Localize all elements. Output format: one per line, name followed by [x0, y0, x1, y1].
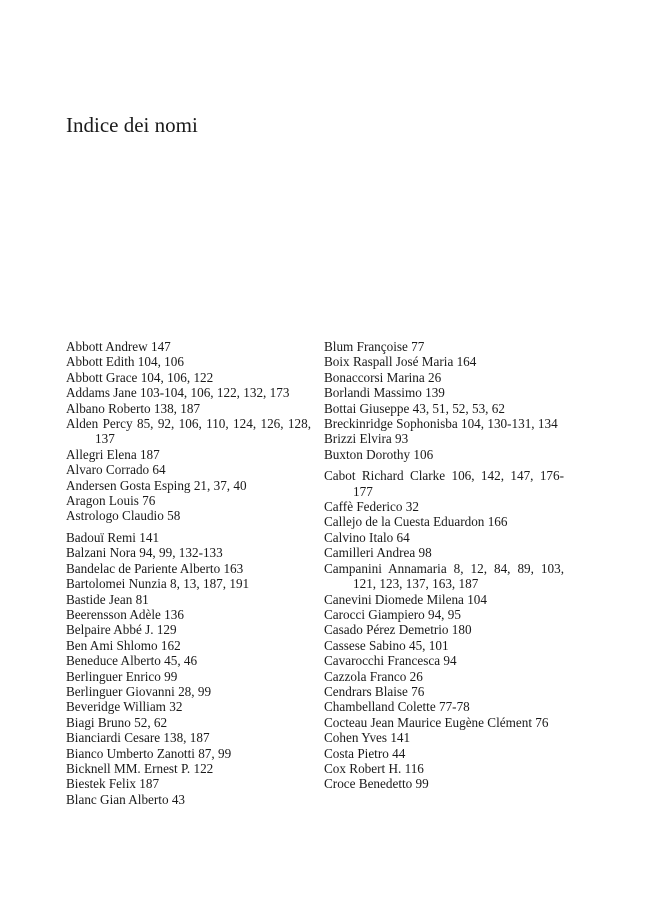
- index-entry: Croce Benedetto 99: [324, 776, 429, 792]
- index-entry: Abbott Edith 104, 106: [66, 354, 184, 370]
- index-entry: Camilleri Andrea 98: [324, 545, 432, 561]
- index-entry: Albano Roberto 138, 187: [66, 400, 201, 416]
- index-entry: Calvino Italo 64: [324, 529, 410, 545]
- index-entry: Chambelland Colette 77-78: [324, 699, 470, 715]
- index-entry: Beerensson Adèle 136: [66, 606, 184, 622]
- index-entry: Aragon Louis 76: [66, 493, 156, 509]
- index-entry: Astrologo Claudio 58: [66, 508, 181, 524]
- index-entry: Berlinguer Enrico 99: [66, 668, 178, 684]
- index-entry: Ben Ami Shlomo 162: [66, 637, 181, 653]
- index-entry: Berlinguer Giovanni 28, 99: [66, 683, 212, 699]
- index-entry: Costa Pietro 44: [324, 745, 406, 761]
- index-entry: Andersen Gosta Esping 21, 37, 40: [66, 477, 247, 493]
- index-entry: Cocteau Jean Maurice Eugène Clément 76: [324, 714, 549, 730]
- index-entry: Bianciardi Cesare 138, 187: [66, 730, 210, 746]
- index-entry: Cazzola Franco 26: [324, 668, 423, 684]
- index-entry: Bicknell MM. Ernest P. 122: [66, 760, 214, 776]
- index-entry: Badouï Remi 141: [66, 529, 160, 545]
- index-entry: Breckinridge Sophonisba 104, 130-131, 134: [324, 416, 558, 432]
- index-entry: Bianco Umberto Zanotti 87, 99: [66, 745, 232, 761]
- index-entry: Abbott Andrew 147: [66, 339, 171, 354]
- index-column-left: [66, 339, 311, 807]
- index-entry: Addams Jane 103-104, 106, 122, 132, 173: [66, 385, 290, 401]
- index-entry: Beneduce Alberto 45, 46: [66, 653, 198, 669]
- index-entry: Abbott Grace 104, 106, 122: [66, 369, 214, 385]
- index-entry: Cox Robert H. 116: [324, 760, 424, 776]
- index-entry: Bonaccorsi Marina 26: [324, 369, 442, 385]
- index-entry: Casado Pérez Demetrio 180: [324, 622, 472, 638]
- index-entry: Alvaro Corrado 64: [66, 462, 166, 478]
- index-entry: Bandelac de Pariente Alberto 163: [66, 560, 244, 576]
- index-entry: Cohen Yves 141: [324, 730, 411, 746]
- index-entry: Brizzi Elvira 93: [324, 431, 409, 447]
- index-entry: Cabot Richard Clarke 106, 142, 147, 176-177: [324, 468, 564, 499]
- index-entry: Caffè Federico 32: [324, 499, 419, 515]
- index-entry: Carocci Giampiero 94, 95: [324, 606, 461, 622]
- index-entry: Biagi Bruno 52, 62: [66, 714, 168, 730]
- index-entry: Blum Françoise 77: [324, 339, 425, 354]
- index-entry: Cendrars Blaise 76: [324, 683, 425, 699]
- index-entry: Belpaire Abbé J. 129: [66, 622, 177, 638]
- index-entry: Balzani Nora 94, 99, 132-133: [66, 545, 223, 561]
- index-entry: Borlandi Massimo 139: [324, 385, 445, 401]
- index-entry: Cavarocchi Francesca 94: [324, 653, 457, 669]
- index-entry: Buxton Dorothy 106: [324, 446, 434, 462]
- index-entry: Biestek Felix 187: [66, 776, 160, 792]
- index-entry: Cassese Sabino 45, 101: [324, 637, 449, 653]
- index-entry: Alden Percy 85, 92, 106, 110, 124, 126, 128, 137: [66, 416, 311, 447]
- index-entry: Beveridge William 32: [66, 699, 183, 715]
- index-entry: Callejo de la Cuesta Eduardon 166: [324, 514, 508, 530]
- index-entry: Allegri Elena 187: [66, 446, 160, 462]
- index-entry: Boix Raspall José Maria 164: [324, 354, 477, 370]
- page-title: Indice dei nomi: [66, 113, 198, 137]
- index-entry: Blanc Gian Alberto 43: [66, 791, 186, 807]
- index-entry: Bartolomei Nunzia 8, 13, 187, 191: [66, 576, 250, 592]
- index-entry: Bastide Jean 81: [66, 591, 149, 607]
- index-entry: Campanini Annamaria 8, 12, 84, 89, 103, 121, 123, 137, 163, 187: [324, 560, 564, 592]
- index-column-right: [324, 339, 564, 792]
- index-entry: Canevini Diomede Milena 104: [324, 591, 487, 607]
- index-entry: Bottai Giuseppe 43, 51, 52, 53, 62: [324, 400, 505, 416]
